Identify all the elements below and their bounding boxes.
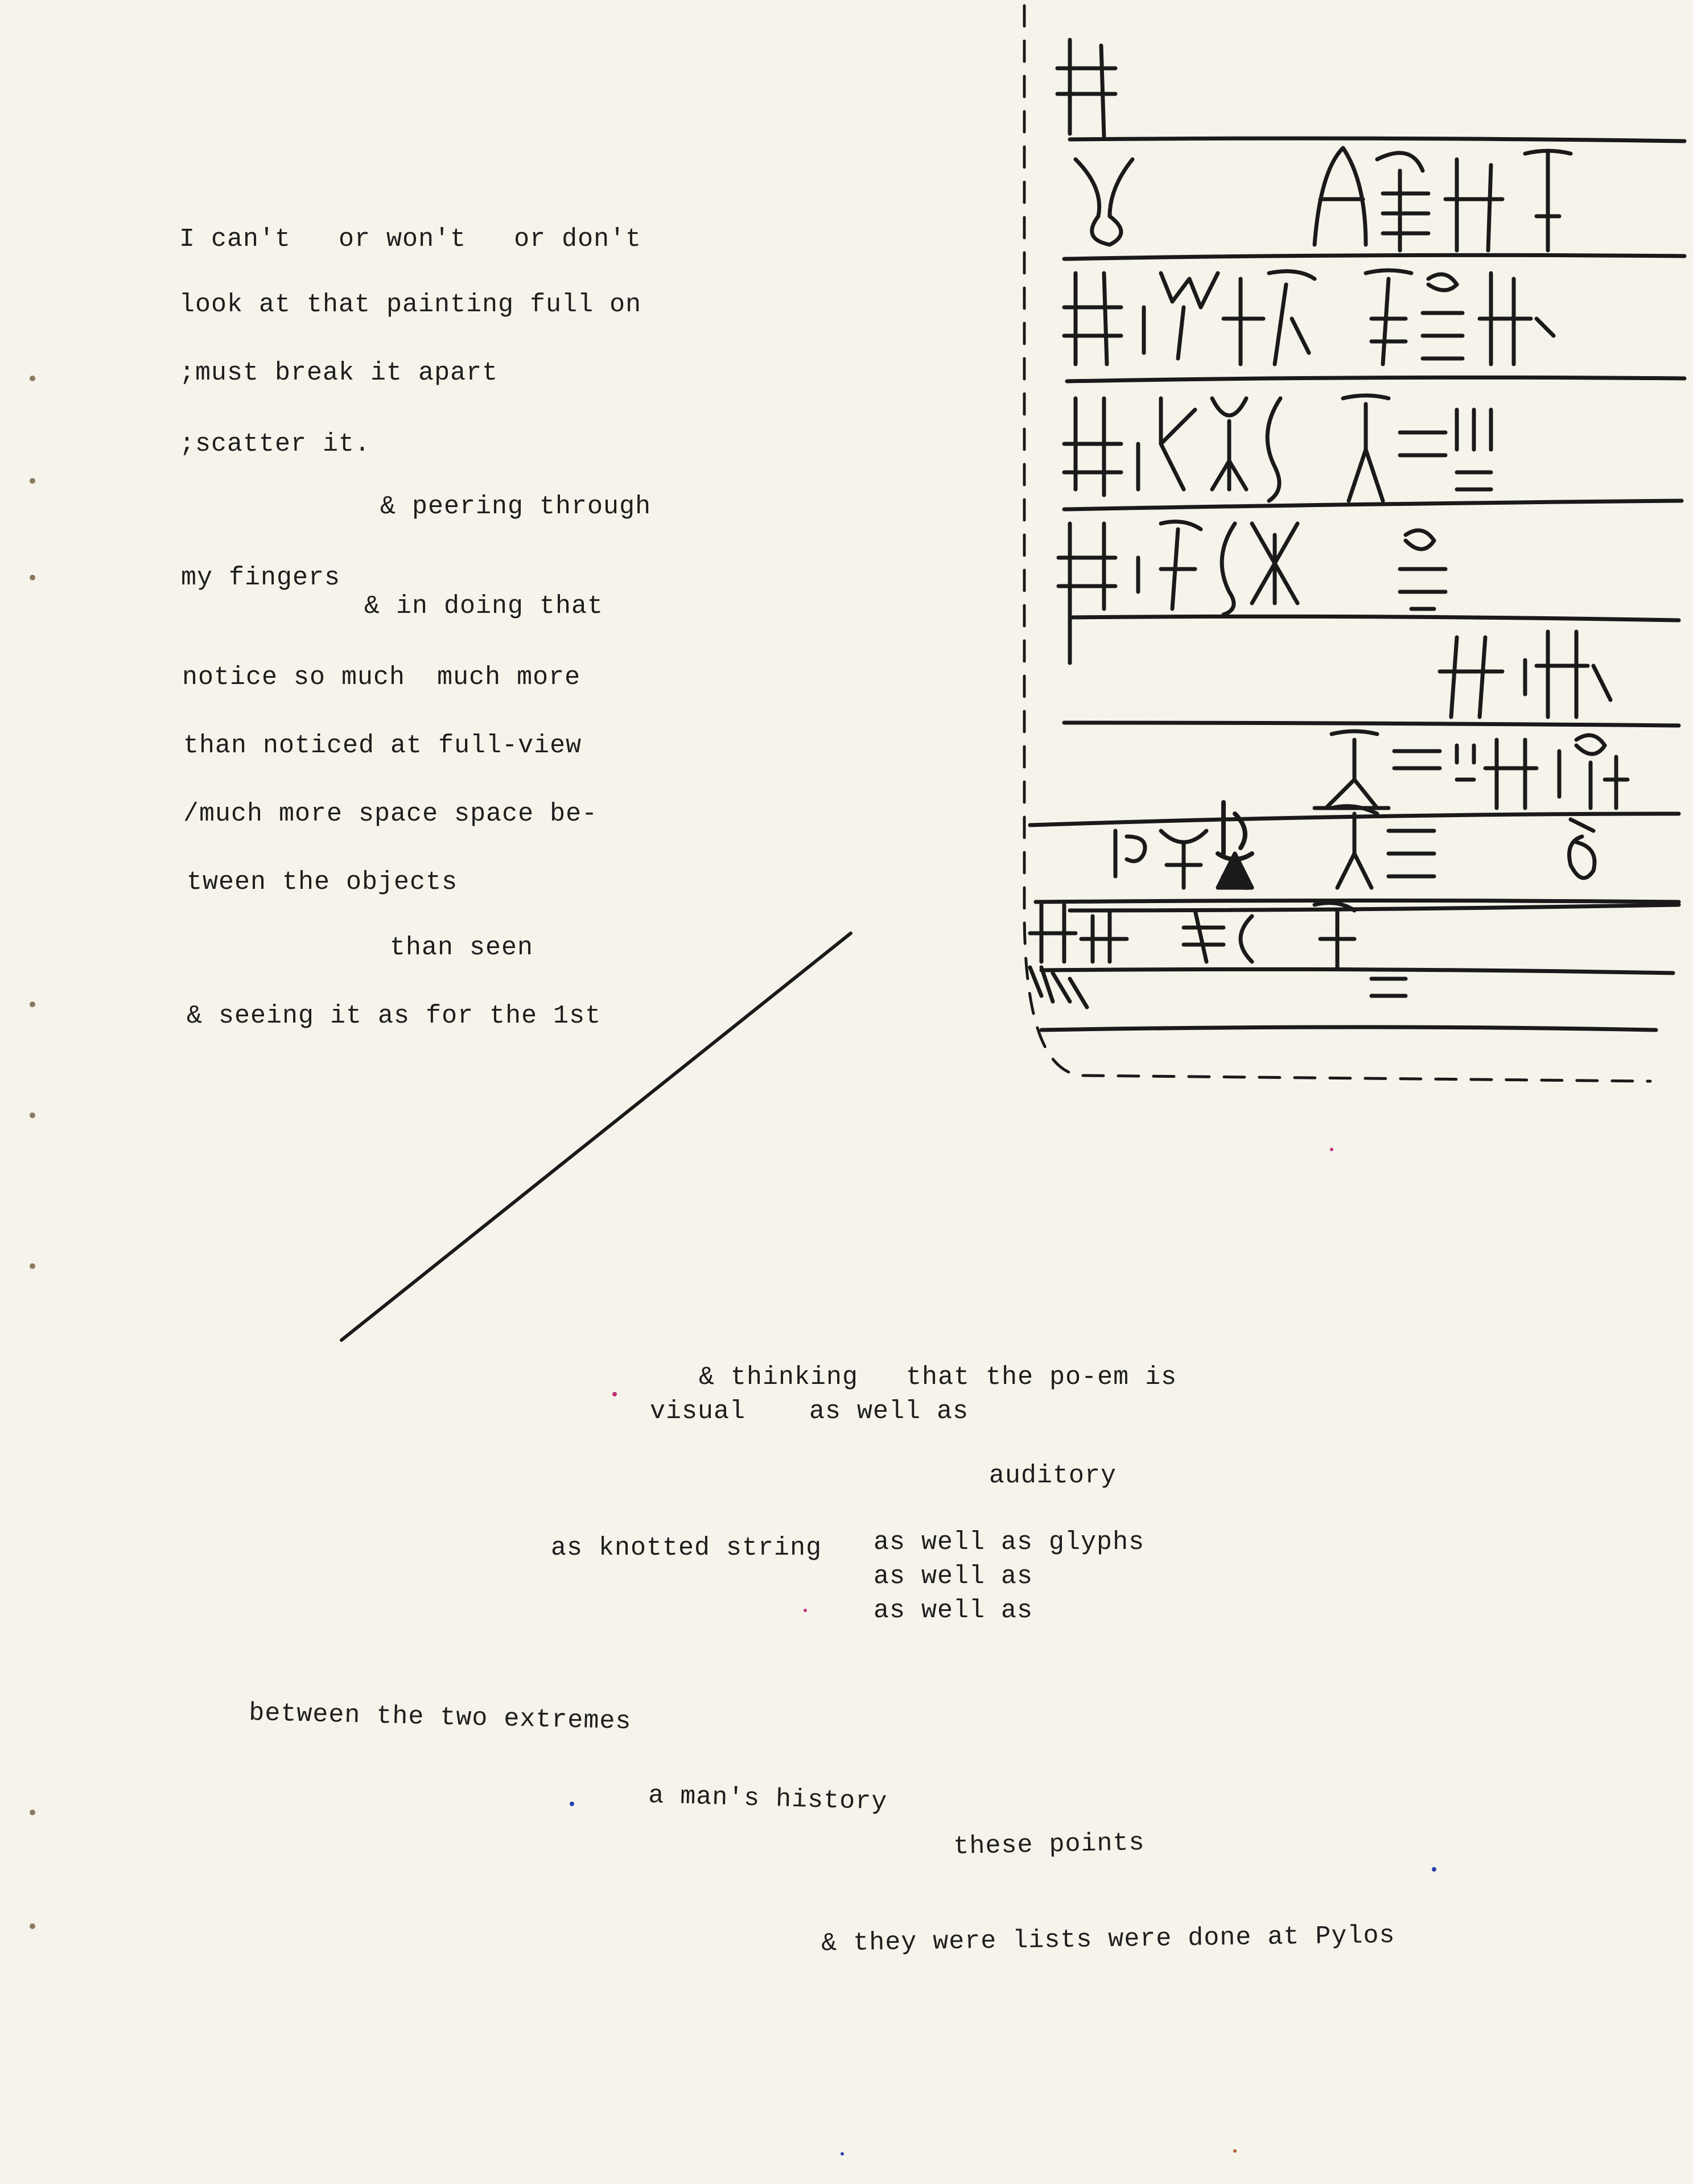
poem-line: between the two extremes bbox=[248, 1699, 632, 1737]
poem-line: a man's history bbox=[648, 1781, 888, 1817]
margin-speck bbox=[30, 1923, 35, 1929]
poem-line: tween the objects bbox=[187, 868, 458, 897]
poem-line: than noticed at full-view bbox=[183, 731, 582, 760]
margin-speck bbox=[30, 478, 35, 484]
ink-speck bbox=[612, 1392, 617, 1396]
poem-line: my fingers bbox=[181, 563, 341, 592]
margin-speck bbox=[30, 376, 35, 381]
poem-line: notice so much much more bbox=[182, 663, 581, 692]
margin-speck bbox=[30, 1263, 35, 1269]
poem-line: these points bbox=[953, 1828, 1146, 1861]
poem-line: look at that painting full on bbox=[179, 290, 642, 319]
poem-line: than seen bbox=[390, 933, 534, 962]
poem-line: as well as glyphs bbox=[874, 1528, 1145, 1557]
margin-speck bbox=[30, 575, 35, 580]
poem-line: ;must break it apart bbox=[179, 358, 499, 388]
poem-line: as well as bbox=[874, 1596, 1033, 1625]
poem-line: as well as bbox=[874, 1562, 1033, 1591]
poem-line: auditory bbox=[989, 1461, 1117, 1490]
poem-line: ;scatter it. bbox=[179, 430, 371, 459]
poem-line: & seeing it as for the 1st bbox=[187, 1002, 602, 1031]
poem-line: visual as well as bbox=[650, 1397, 969, 1426]
margin-speck bbox=[30, 1112, 35, 1118]
ink-speck bbox=[1330, 1148, 1333, 1151]
margin-speck bbox=[30, 1810, 35, 1815]
poem-line: & in doing that bbox=[364, 592, 604, 621]
margin-speck bbox=[30, 1002, 35, 1007]
poem-line: I can't or won't or don't bbox=[179, 225, 642, 254]
poem-line: & they were lists were done at Pylos bbox=[821, 1921, 1395, 1958]
ink-speck bbox=[1233, 2149, 1237, 2153]
poem-line: /much more space space be- bbox=[183, 800, 598, 829]
ink-speck bbox=[1432, 1867, 1436, 1872]
ink-speck bbox=[841, 2152, 844, 2156]
poem-line: & peering through bbox=[380, 492, 652, 521]
poem-line: as knotted string bbox=[551, 1534, 822, 1563]
ink-speck bbox=[570, 1802, 574, 1806]
ink-speck bbox=[804, 1609, 807, 1612]
poem-line: & thinking that the po-em is bbox=[699, 1363, 1177, 1392]
